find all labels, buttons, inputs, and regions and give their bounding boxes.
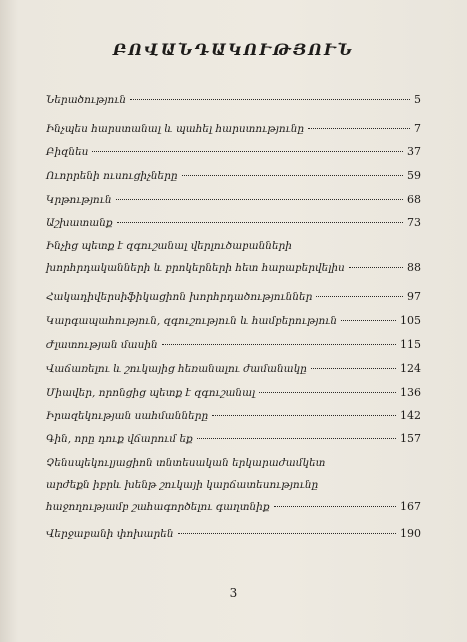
toc-entry[interactable]: [46, 118, 421, 140]
toc-entry-page: 7: [414, 122, 421, 135]
toc-entry[interactable]: [46, 189, 421, 211]
dot-leader: [212, 414, 396, 416]
toc-entry-row: [46, 334, 421, 356]
toc-entry-title: խորհրդականների և բրոկերների հետ հարաբերվելիս: [46, 262, 345, 274]
toc-entry-title: Վաճառելու և շուկայից հեռանալու ժամանակը: [46, 363, 307, 375]
toc-entry[interactable]: [46, 89, 421, 111]
toc-entry-row: [46, 310, 421, 332]
dot-leader: [116, 198, 403, 200]
toc-entry-title-line: Ինչից պետք է զգուշանալ վերլուծաբանների: [46, 240, 292, 252]
toc-entry-title: Կարգապահություն, զգուշություն և համբերություն: [46, 315, 338, 327]
toc-entry-page: 59: [407, 169, 421, 182]
toc-entry-title: Կրթություն: [46, 194, 112, 206]
dot-leader: [341, 319, 396, 321]
toc-entry-page: 167: [400, 500, 421, 513]
toc-entry[interactable]: [46, 212, 421, 234]
toc-entry-title: Վերջաբանի փոխարեն: [46, 528, 174, 540]
dot-leader: [274, 505, 396, 507]
toc-entry-page: 190: [400, 527, 421, 540]
toc-entry-row: [46, 189, 421, 211]
toc-entry-page: 88: [407, 261, 421, 274]
toc-entry-row: [46, 496, 421, 518]
toc-entry-row: [46, 212, 421, 234]
toc-entry[interactable]: [46, 523, 421, 545]
dot-leader: [349, 266, 403, 268]
toc-entry-row: [46, 405, 421, 427]
toc-entry-page: 68: [407, 193, 421, 206]
toc-entry-page: 97: [407, 290, 421, 303]
toc-entry[interactable]: [46, 382, 421, 404]
toc-entry-title: Աշխատանք: [46, 217, 113, 229]
toc-entry-row: [46, 286, 421, 308]
toc-entry-row: [46, 257, 421, 279]
toc-entry-row: [46, 523, 421, 545]
dot-leader: [130, 98, 410, 100]
dot-leader: [182, 174, 403, 176]
dot-leader: [92, 150, 403, 152]
toc-entry-row: [46, 382, 421, 404]
toc-entry-title: Ինչպես հարստանալ և պահել հարստությունը: [46, 123, 305, 135]
toc-entry[interactable]: [46, 141, 421, 163]
toc-entry-row: [46, 428, 421, 450]
toc-entry-title: Հակադիվերսիֆիկացիոն խորհրդածություններ: [46, 291, 313, 303]
toc-entry[interactable]: [46, 235, 421, 279]
toc-entry-page: 136: [400, 386, 421, 399]
toc-entry-page: 37: [407, 145, 421, 158]
toc-entry-title: Բիզնես: [46, 146, 89, 158]
dot-leader: [178, 532, 396, 534]
toc-entry-page: 124: [400, 362, 421, 375]
toc-entry[interactable]: [46, 286, 421, 308]
toc-entry-title: Գին, որը դուք վճարում եք: [46, 433, 193, 445]
dot-leader: [197, 437, 396, 439]
toc-entry[interactable]: [46, 405, 421, 427]
page-number: 3: [229, 586, 238, 600]
toc-entry-row: [46, 118, 421, 140]
toc-entry-row: [46, 89, 421, 111]
toc-entry-title: Իրազեկության սահմանները: [46, 410, 209, 422]
toc-entry-page: 105: [400, 314, 421, 327]
dot-leader: [316, 295, 403, 297]
dot-leader: [117, 221, 403, 223]
toc-entry-title-line: Չենսպեկուլյացիոն տնտեսական երկարաժամկետ: [46, 457, 326, 469]
toc-entry-page: 142: [400, 409, 421, 422]
toc-entry-title: հաջողությամբ շահագործելու գաղտնիք: [46, 501, 270, 513]
toc-entry[interactable]: [46, 452, 421, 518]
toc-entry[interactable]: [46, 310, 421, 332]
toc-entry-page: 5: [414, 93, 421, 106]
toc-entry-page: 73: [407, 216, 421, 229]
toc-entry[interactable]: [46, 428, 421, 450]
dot-leader: [162, 343, 396, 345]
toc-entry-title: Ներածություն: [46, 94, 127, 106]
toc-entry-row: [46, 141, 421, 163]
toc-entry-row: [46, 358, 421, 380]
toc-entry-title: Միավեր, որոնցից պետք է զգուշանալ: [46, 387, 256, 399]
toc-title: ԲՈՎԱՆԴԱԿՈՒԹՅՈՒՆ: [112, 40, 355, 59]
toc-entry[interactable]: [46, 358, 421, 380]
dot-leader: [311, 367, 396, 369]
dot-leader: [259, 391, 396, 393]
dot-leader: [308, 127, 410, 129]
toc-entry-title: Ժլատության մասին: [46, 339, 158, 351]
toc-entry-row: [46, 165, 421, 187]
toc-entry-title: Ուորրենի ուսուցիչները: [46, 170, 178, 182]
toc-entry-page: 115: [400, 338, 421, 351]
toc-entry-title-line: արժեքն իբրև խենթ շուկայի կարճատեսությունը: [46, 479, 319, 491]
toc-entry[interactable]: [46, 334, 421, 356]
toc-entry[interactable]: [46, 165, 421, 187]
toc-entry-page: 157: [400, 432, 421, 445]
